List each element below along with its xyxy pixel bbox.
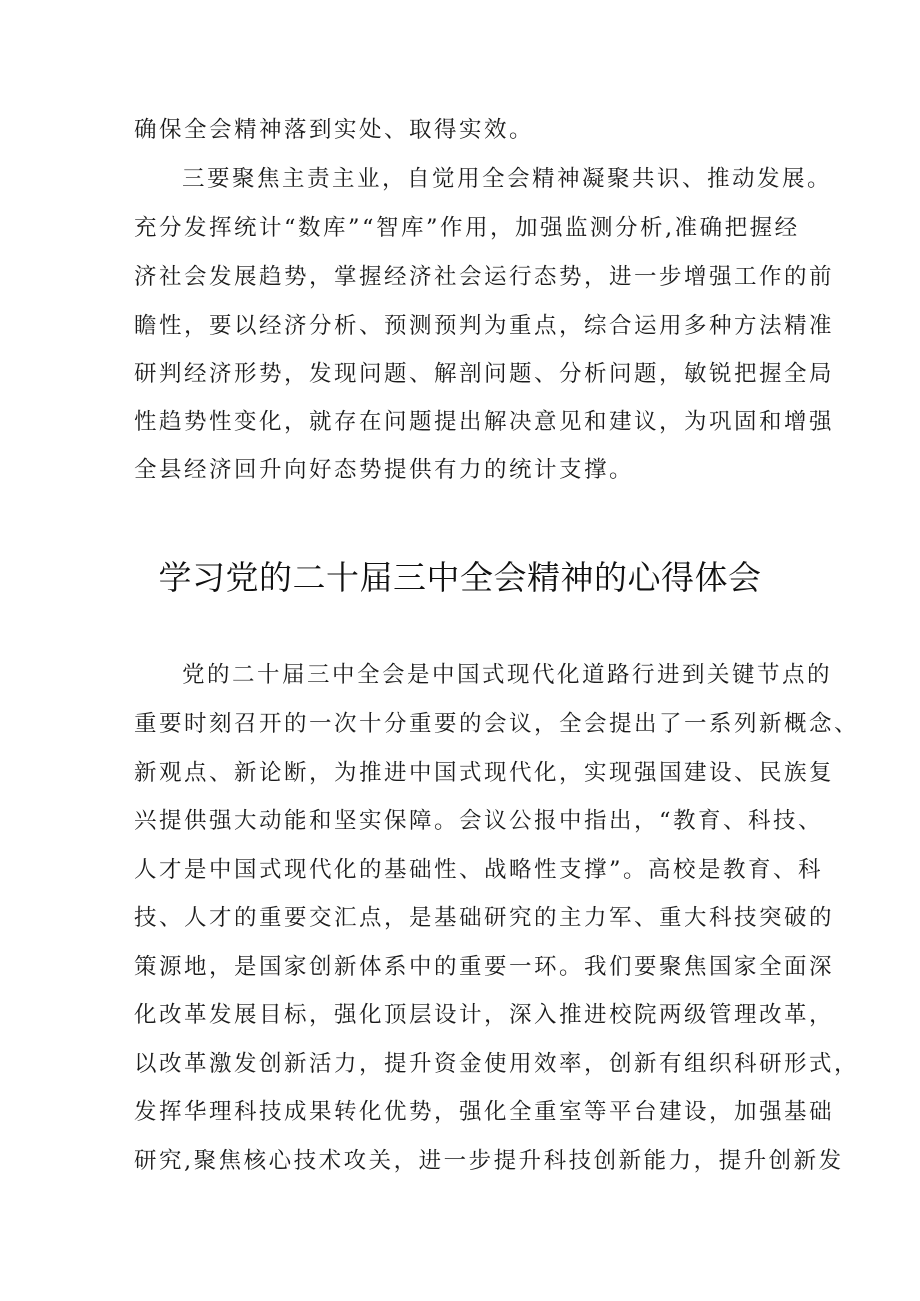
paragraph-line: 策源地，是国家创新体系中的重要一环。我们要聚焦国家全面深 [134,954,835,980]
paragraph-line: 兴提供强大动能和坚实保障。会议公报中指出，“教育、科技、 [134,808,824,834]
paragraph-line: 研判经济形势，发现问题、解剖问题、分析问题，敏锐把握全局 [134,361,835,387]
paragraph-line: 充分发挥统计“数库”“智库”作用，加强监测分析,准确把握经 [134,215,800,241]
paragraph-line: 研究,聚焦核心技术攻关，进一步提升科技创新能力，提升创新发 [134,1148,844,1174]
article-title: 学习党的二十届三中全会精神的心得体会 [158,558,762,597]
paragraph-line: 以改革激发创新活力，提升资金使用效率，创新有组织科研形式， [134,1051,860,1077]
paragraph-line: 人才是中国式现代化的基础性、战略性支撑”。高校是教育、科 [134,857,824,883]
paragraph-line: 发挥华理科技成果转化优势，强化全重室等平台建设，加强基础 [134,1099,835,1125]
paragraph-line: 新观点、新论断，为推进中国式现代化，实现强国建设、民族复 [134,760,835,786]
paragraph-line: 性趋势性变化，就存在问题提出解决意见和建议，为巩固和增强 [134,409,835,435]
paragraph-line: 瞻性，要以经济分析、预测预判为重点，综合运用多种方法精准 [134,313,835,339]
paragraph-line: 重要时刻召开的一次十分重要的会议，全会提出了一系列新概念、 [134,711,860,737]
paragraph-line: 确保全会精神落到实处、取得实效。 [134,117,535,143]
paragraph-line: 党的二十届三中全会是中国式现代化道路行进到关键节点的 [182,662,833,688]
paragraph-line: 全县经济回升向好态势提供有力的统计支撑。 [134,457,635,483]
paragraph-line: 济社会发展趋势，掌握经济社会运行态势，进一步增强工作的前 [134,264,835,290]
paragraph-line: 技、人才的重要交汇点，是基础研究的主力军、重大科技突破的 [134,905,835,931]
paragraph-line: 三要聚焦主责主业，自觉用全会精神凝聚共识、推动发展。 [182,166,833,192]
paragraph-line: 化改革发展目标，强化顶层设计，深入推进校院两级管理改革， [134,1002,835,1028]
